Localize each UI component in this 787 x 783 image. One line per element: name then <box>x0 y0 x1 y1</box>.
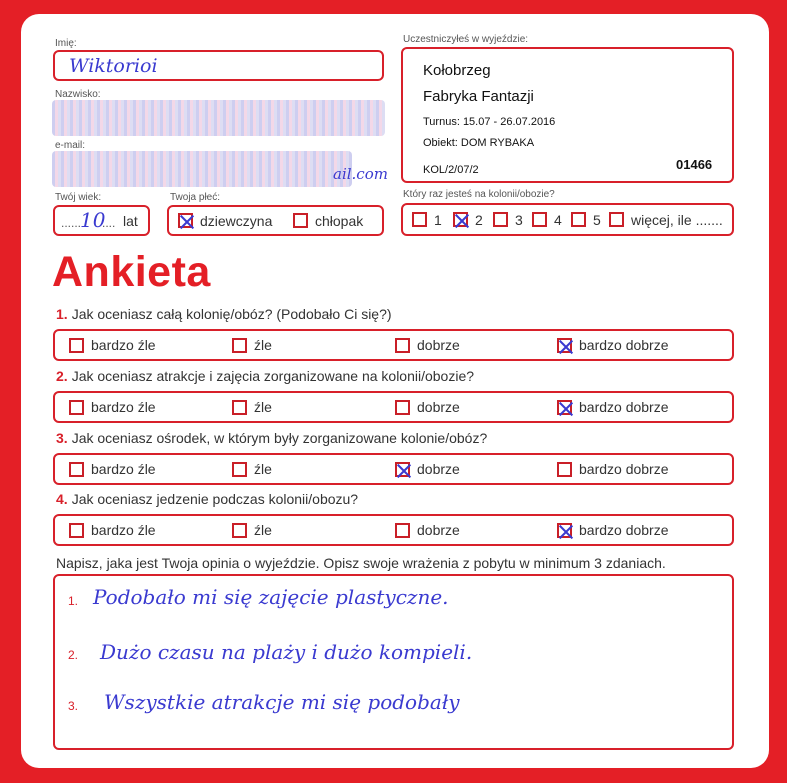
question-text: Jak oceniasz atrakcje i zajęcia zorganizowane na kolonii/obozie? <box>71 368 475 384</box>
rating-option-label: bardzo dobrze <box>579 337 669 353</box>
gender-male-label: chłopak <box>315 212 364 229</box>
rating-option[interactable] <box>395 331 460 359</box>
rating-option-label: dobrze <box>417 337 460 353</box>
opinion-num-3: 3. <box>68 699 79 713</box>
times-option-more[interactable] <box>609 205 723 234</box>
checkbox-icon[interactable] <box>412 212 427 227</box>
checkbox-icon[interactable] <box>232 338 247 353</box>
rating-option[interactable] <box>69 455 156 483</box>
age-unit: lat <box>123 213 138 229</box>
checkbox-checked-icon[interactable] <box>557 400 572 415</box>
checkbox-icon[interactable] <box>232 400 247 415</box>
age-label: Twój wiek: <box>55 192 102 203</box>
opinion-num-1: 1. <box>68 594 79 608</box>
rating-option-label: źle <box>254 522 272 538</box>
checkbox-icon[interactable] <box>609 212 624 227</box>
rating-option-label: bardzo dobrze <box>579 399 669 415</box>
times-label-1: 1 <box>434 211 442 228</box>
rating-option[interactable] <box>395 455 460 483</box>
times-option-4[interactable] <box>532 205 562 234</box>
rating-option[interactable] <box>395 516 460 544</box>
question-3 <box>56 430 487 446</box>
rating-option-label: źle <box>254 461 272 477</box>
checkbox-icon[interactable] <box>293 213 308 228</box>
rating-option-label: bardzo źle <box>91 337 156 353</box>
checkbox-icon[interactable] <box>69 338 84 353</box>
opinion-prompt: Napisz, jaka jest Twoja opinia o wyjeździe. Opisz swoje wrażenia z pobytu w minimum 3 zdaniach. <box>56 555 666 571</box>
name-field[interactable] <box>53 50 384 81</box>
times-label-2: 2 <box>475 211 483 228</box>
checkbox-checked-icon[interactable] <box>395 462 410 477</box>
rating-option[interactable] <box>557 516 669 544</box>
age-dots-left: ...... <box>61 216 82 230</box>
rating-option[interactable] <box>557 331 669 359</box>
age-field[interactable] <box>53 205 150 236</box>
times-option-3[interactable] <box>493 205 523 234</box>
checkbox-checked-icon[interactable] <box>178 213 193 228</box>
rating-option[interactable] <box>69 331 156 359</box>
trip-label: Uczestniczyłeś w wyjeździe: <box>403 34 529 45</box>
checkbox-checked-icon[interactable] <box>557 338 572 353</box>
trip-turnus: Turnus: 15.07 - 26.07.2016 <box>423 116 556 128</box>
name-value: Wiktorioi <box>69 55 158 77</box>
question-number: 3. <box>56 430 68 446</box>
rating-option-label: bardzo źle <box>91 461 156 477</box>
question-number: 2. <box>56 368 68 384</box>
checkbox-icon[interactable] <box>395 338 410 353</box>
name-label: Imię: <box>55 38 77 49</box>
question-number: 1. <box>56 306 68 322</box>
rating-option[interactable] <box>557 455 669 483</box>
email-tail: ail.com <box>333 165 388 183</box>
trip-obiekt: Obiekt: DOM RYBAKA <box>423 137 535 149</box>
rating-option[interactable] <box>557 393 669 421</box>
trip-code: KOL/2/07/2 <box>423 164 479 176</box>
times-label: Który raz jesteś na kolonii/obozie? <box>403 189 555 200</box>
times-field <box>401 203 734 236</box>
question-2 <box>56 368 474 384</box>
rating-option[interactable] <box>69 393 156 421</box>
rating-option[interactable] <box>232 455 272 483</box>
rating-option[interactable] <box>395 393 460 421</box>
rating-option[interactable] <box>232 516 272 544</box>
question-number: 4. <box>56 491 68 507</box>
rating-option-label: źle <box>254 399 272 415</box>
question-text: Jak oceniasz ośrodek, w którym były zorganizowane kolonie/obóz? <box>71 430 488 446</box>
times-option-1[interactable] <box>412 205 442 234</box>
checkbox-icon[interactable] <box>557 462 572 477</box>
gender-male-option[interactable] <box>293 207 363 234</box>
opinion-line-3: Wszystkie atrakcje mi się podobały <box>104 690 460 714</box>
rating-option-label: bardzo dobrze <box>579 461 669 477</box>
checkbox-icon[interactable] <box>232 523 247 538</box>
gender-female-option[interactable] <box>178 207 272 234</box>
times-label-3: 3 <box>515 211 523 228</box>
trip-number: 01466 <box>676 157 713 172</box>
times-label-4: 4 <box>554 211 562 228</box>
rating-option[interactable] <box>69 516 156 544</box>
rating-option-label: źle <box>254 337 272 353</box>
checkbox-icon[interactable] <box>69 462 84 477</box>
rating-option-label: bardzo źle <box>91 522 156 538</box>
checkbox-icon[interactable] <box>69 400 84 415</box>
email-label: e-mail: <box>55 140 86 151</box>
times-label-more: więcej, ile ....... <box>631 211 723 228</box>
rating-option[interactable] <box>232 393 272 421</box>
rating-row-2 <box>53 391 734 423</box>
checkbox-icon[interactable] <box>69 523 84 538</box>
checkbox-icon[interactable] <box>232 462 247 477</box>
checkbox-icon[interactable] <box>532 212 547 227</box>
surname-label: Nazwisko: <box>55 89 101 100</box>
surname-redacted <box>52 100 385 136</box>
checkbox-icon[interactable] <box>493 212 508 227</box>
opinion-line-2: Dużo czasu na plaży i dużo kompieli. <box>100 640 473 664</box>
trip-program: Fabryka Fantazji <box>423 88 534 105</box>
rating-row-4 <box>53 514 734 546</box>
checkbox-icon[interactable] <box>395 400 410 415</box>
email-redacted <box>52 151 352 187</box>
rating-option[interactable] <box>232 331 272 359</box>
opinion-line-1: Podobało mi się zajęcie plastyczne. <box>93 585 449 609</box>
times-option-2[interactable] <box>453 205 483 234</box>
age-dots-right: .... <box>102 216 116 230</box>
checkbox-icon[interactable] <box>571 212 586 227</box>
checkbox-icon[interactable] <box>395 523 410 538</box>
question-text: Jak oceniasz całą kolonię/obóz? (Podobało Ci się?) <box>71 306 392 322</box>
rating-option-label: bardzo dobrze <box>579 522 669 538</box>
gender-female-label: dziewczyna <box>200 212 273 229</box>
checkbox-checked-icon[interactable] <box>557 523 572 538</box>
question-1 <box>56 306 392 322</box>
rating-row-1 <box>53 329 734 361</box>
checkbox-checked-icon[interactable] <box>453 212 468 227</box>
gender-label: Twoja płeć: <box>170 192 221 203</box>
times-option-5[interactable] <box>571 205 601 234</box>
survey-title: Ankieta <box>52 248 211 296</box>
gender-field <box>167 205 384 236</box>
opinion-num-2: 2. <box>68 648 79 662</box>
trip-city: Kołobrzeg <box>423 62 491 79</box>
rating-option-label: dobrze <box>417 522 460 538</box>
question-4 <box>56 491 358 507</box>
question-text: Jak oceniasz jedzenie podczas kolonii/obozu? <box>71 491 359 507</box>
rating-row-3 <box>53 453 734 485</box>
age-value: 10 <box>80 208 106 232</box>
rating-option-label: dobrze <box>417 461 460 477</box>
times-label-5: 5 <box>593 211 601 228</box>
rating-option-label: dobrze <box>417 399 460 415</box>
rating-option-label: bardzo źle <box>91 399 156 415</box>
